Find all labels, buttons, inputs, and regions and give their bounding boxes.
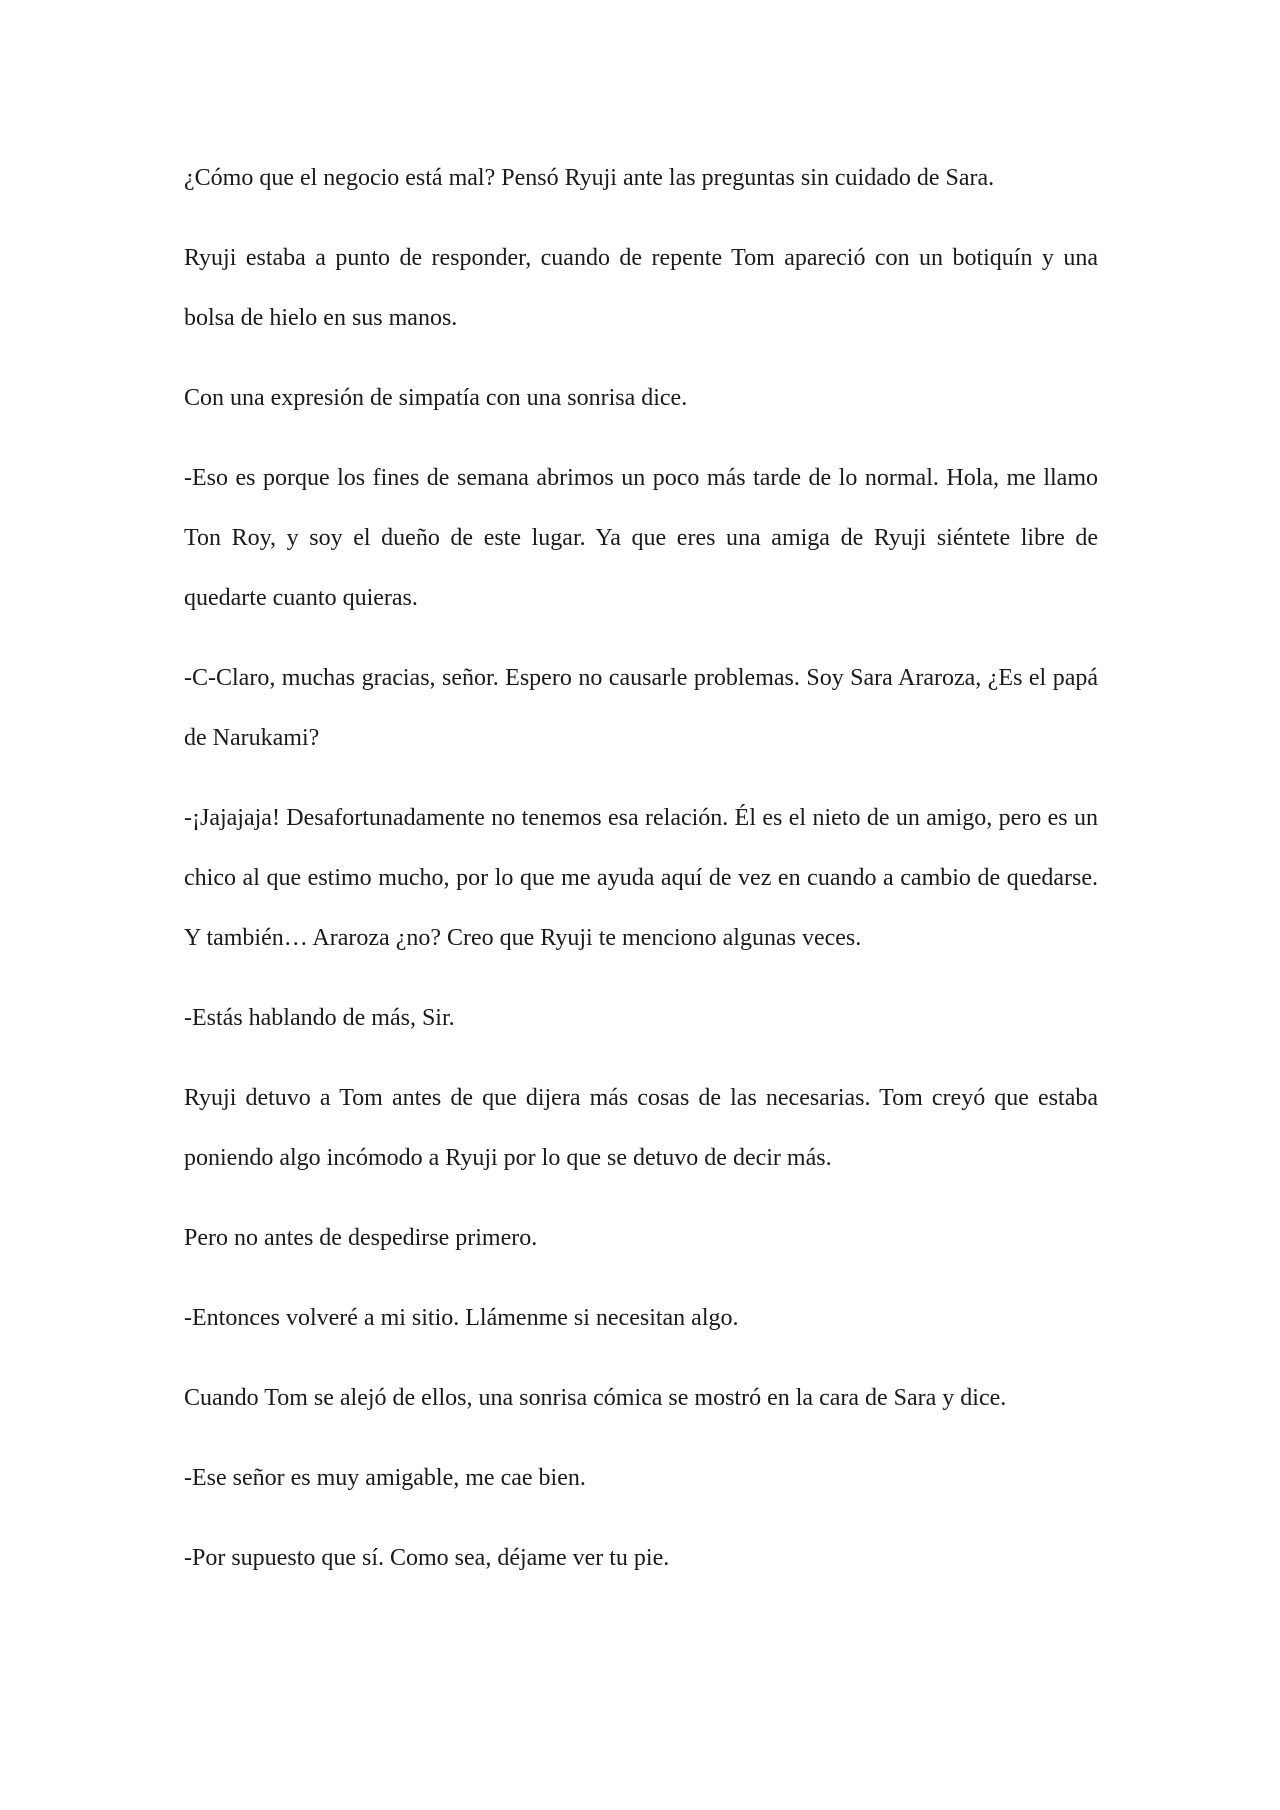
paragraph: Cuando Tom se alejó de ellos, una sonrisa cómica se mostró en la cara de Sara y dice. — [184, 1385, 1007, 1411]
paragraph: -Estás hablando de más, Sir. — [184, 1005, 455, 1031]
paragraph: Con una expresión de simpatía con una sonrisa dice. — [184, 385, 688, 411]
paragraph: -C-Claro, muchas gracias, señor. Espero no causarle problemas. Soy Sara Araroza, ¿Es el papá de Narukami? — [184, 665, 1098, 751]
paragraph: -Eso es porque los fines de semana abrimos un poco más tarde de lo normal. Hola, me llamo Ton Roy, y soy el dueño de este lugar. Ya que eres una amiga de Ryuji siéntete libre de quedarte cuanto quieras. — [184, 465, 1098, 611]
paragraph: Ryuji detuvo a Tom antes de que dijera más cosas de las necesarias. Tom creyó que estaba poniendo algo incómodo a Ryuji por lo que se detuvo de decir más. — [184, 1085, 1098, 1171]
paragraph: Pero no antes de despedirse primero. — [184, 1225, 538, 1251]
paragraph: -Por supuesto que sí. Como sea, déjame ver tu pie. — [184, 1545, 670, 1571]
paragraph: Ryuji estaba a punto de responder, cuando de repente Tom apareció con un botiquín y una bolsa de hielo en sus manos. — [184, 245, 1098, 331]
document-body — [184, 148, 1098, 1608]
paragraph: -Ese señor es muy amigable, me cae bien. — [184, 1465, 586, 1491]
paragraph: -Entonces volveré a mi sitio. Llámenme si necesitan algo. — [184, 1305, 739, 1331]
paragraph: -¡Jajajaja! Desafortunadamente no tenemos esa relación. Él es el nieto de un amigo, pero es un chico al que estimo mucho, por lo que me ayuda aquí de vez en cuando a cambio de quedarse. Y también… Araroza ¿no? Creo que Ryuji te menciono algunas veces. — [184, 805, 1098, 951]
paragraph: ¿Cómo que el negocio está mal? Pensó Ryuji ante las preguntas sin cuidado de Sara. — [184, 165, 995, 191]
